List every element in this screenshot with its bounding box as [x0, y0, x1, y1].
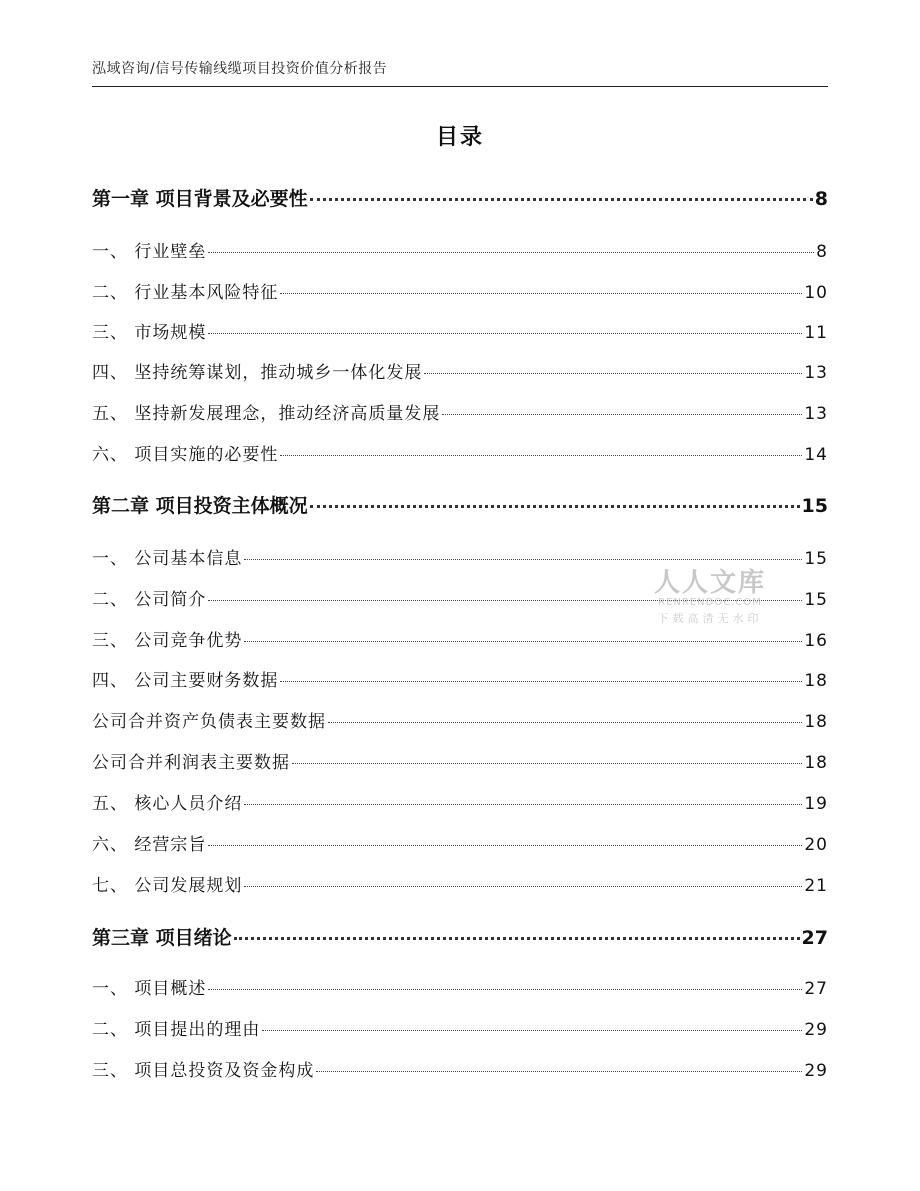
- toc-page-number: 29: [804, 1061, 828, 1081]
- watermark-main-text: 人人文库: [653, 568, 766, 598]
- toc-section-entry[interactable]: [92, 318, 828, 343]
- toc-dot-leader: [234, 937, 800, 940]
- toc-dot-leader: [244, 559, 802, 560]
- toc-section-entry[interactable]: [92, 871, 828, 896]
- toc-page-number: 18: [804, 712, 828, 732]
- toc-entry-label: 公司合并资产负债表主要数据: [92, 712, 326, 732]
- toc-entry-label: 一、 行业壁垒: [92, 242, 207, 262]
- toc-page-number: 15: [804, 549, 828, 569]
- toc-section-entry[interactable]: [92, 440, 828, 465]
- toc-entry-label: 一、 项目概述: [92, 979, 207, 999]
- toc-page-number: 21: [804, 876, 828, 896]
- watermark-url: RENRENDOC.COM: [658, 597, 762, 608]
- toc-section-entry[interactable]: [92, 358, 828, 383]
- toc-section-entry[interactable]: [92, 666, 828, 691]
- toc-section-entry[interactable]: [92, 707, 828, 732]
- toc-page-number: 20: [804, 835, 828, 855]
- toc-section-entry[interactable]: [92, 626, 828, 651]
- toc-entry-label: 六、 项目实施的必要性: [92, 445, 279, 465]
- toc-chapter-entry[interactable]: [92, 184, 828, 211]
- toc-page-number: 27: [801, 927, 828, 949]
- toc-dot-leader: [280, 293, 802, 294]
- toc-entry-label: 第三章 项目绪论: [92, 927, 232, 949]
- toc-dot-leader: [208, 989, 802, 990]
- toc-page-number: 8: [816, 242, 828, 262]
- toc-entry-label: 四、 坚持统筹谋划，推动城乡一体化发展: [92, 363, 423, 383]
- toc-page-number: 14: [804, 445, 828, 465]
- toc-page-number: 13: [804, 404, 828, 424]
- toc-chapter-entry[interactable]: [92, 491, 828, 518]
- header-divider: [92, 86, 828, 87]
- toc-page-number: 15: [801, 495, 828, 517]
- toc-section-entry[interactable]: [92, 830, 828, 855]
- toc-entry-label: 二、 行业基本风险特征: [92, 283, 279, 303]
- toc-page-number: 18: [804, 753, 828, 773]
- toc-entry-label: 二、 项目提出的理由: [92, 1020, 261, 1040]
- toc-page-number: 18: [804, 671, 828, 691]
- toc-entry-label: 五、 核心人员介绍: [92, 794, 243, 814]
- toc-section-entry[interactable]: [92, 237, 828, 262]
- toc-page-number: 29: [804, 1020, 828, 1040]
- toc-title: 目录: [435, 125, 484, 150]
- toc-dot-leader: [262, 1030, 802, 1031]
- toc-section-entry[interactable]: [92, 399, 828, 424]
- toc-dot-leader: [208, 845, 802, 846]
- toc-page-number: 27: [804, 979, 828, 999]
- toc-section-entry[interactable]: [92, 278, 828, 303]
- toc-dot-leader: [310, 505, 800, 508]
- toc-dot-leader: [208, 252, 814, 253]
- toc-entry-label: 一、 公司基本信息: [92, 549, 243, 569]
- toc-entry-label: 五、 坚持新发展理念，推动经济高质量发展: [92, 404, 441, 424]
- toc-dot-leader: [208, 333, 802, 334]
- toc-page-number: 19: [804, 794, 828, 814]
- toc-entry-label: 六、 经营宗旨: [92, 835, 207, 855]
- toc-entry-label: 二、 公司简介: [92, 590, 207, 610]
- toc-dot-leader: [244, 886, 802, 887]
- toc-dot-leader: [310, 198, 813, 201]
- toc-dot-leader: [442, 414, 802, 415]
- toc-section-entry[interactable]: [92, 1056, 828, 1081]
- toc-entry-label: 三、 公司竞争优势: [92, 631, 243, 651]
- toc-dot-leader: [280, 455, 802, 456]
- toc-entry-label: 四、 公司主要财务数据: [92, 671, 279, 691]
- toc-page-number: 13: [804, 363, 828, 383]
- toc-dot-leader: [292, 763, 802, 764]
- toc-page-number: 8: [814, 188, 828, 210]
- toc-chapter-entry[interactable]: [92, 923, 828, 950]
- toc-entry-label: 第二章 项目投资主体概况: [92, 495, 308, 517]
- toc-section-entry[interactable]: [92, 789, 828, 814]
- toc-page-number: 15: [804, 590, 828, 610]
- toc-dot-leader: [328, 722, 802, 723]
- running-header: 泓域咨询/信号传输线缆项目投资价值分析报告: [92, 61, 388, 77]
- toc-entry-label: 第一章 项目背景及必要性: [92, 188, 308, 210]
- toc-dot-leader: [244, 641, 802, 642]
- watermark-subtext: 下载高清无水印: [657, 612, 763, 625]
- toc-section-entry[interactable]: [92, 544, 828, 569]
- toc-section-entry[interactable]: [92, 748, 828, 773]
- toc-page-number: 16: [804, 631, 828, 651]
- toc-dot-leader: [280, 681, 802, 682]
- toc-entry-label: 公司合并利润表主要数据: [92, 753, 290, 773]
- toc-entry-label: 三、 市场规模: [92, 323, 207, 343]
- toc-section-entry[interactable]: [92, 585, 828, 610]
- toc-entry-label: 七、 公司发展规划: [92, 876, 243, 896]
- toc-page-number: 10: [804, 283, 828, 303]
- toc-dot-leader: [244, 804, 802, 805]
- toc-dot-leader: [424, 373, 802, 374]
- toc-section-entry[interactable]: [92, 974, 828, 999]
- toc-entry-label: 三、 项目总投资及资金构成: [92, 1061, 315, 1081]
- toc-page-number: 11: [804, 323, 828, 343]
- toc-section-entry[interactable]: [92, 1015, 828, 1040]
- toc-dot-leader: [316, 1071, 802, 1072]
- toc-dot-leader: [208, 600, 802, 601]
